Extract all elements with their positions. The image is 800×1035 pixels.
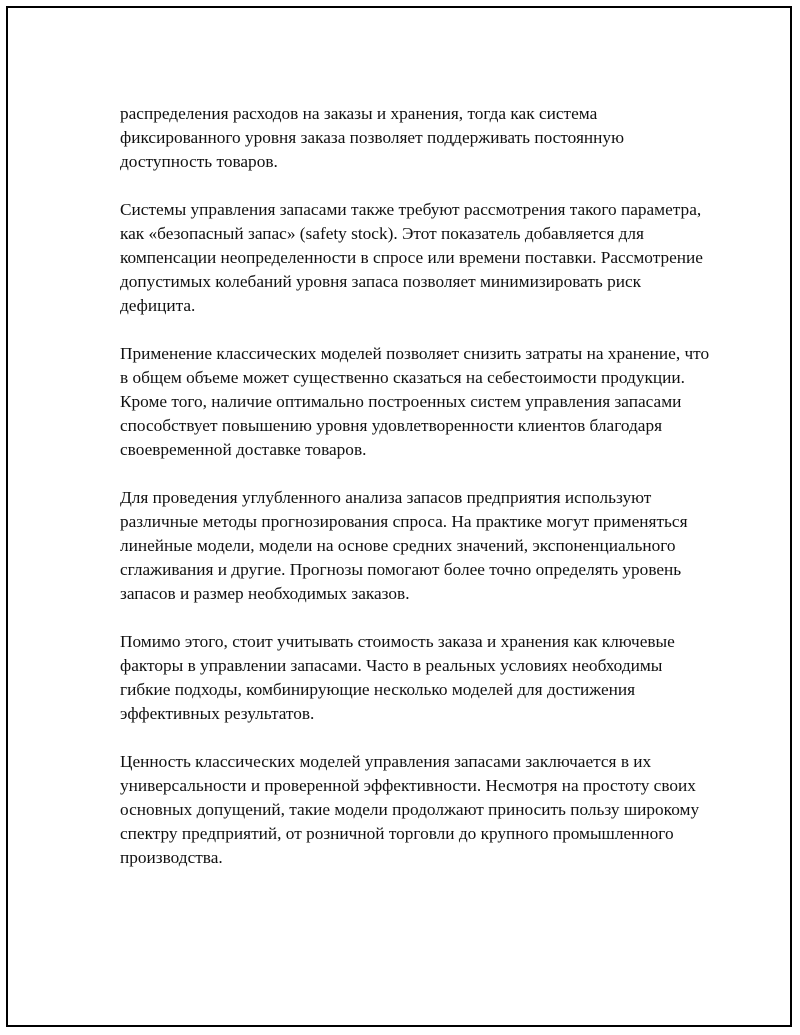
- document-page: [6, 6, 792, 1027]
- paragraph-safety-stock: Системы управления запасами также требуют рассмотрения такого параметра, как «безопасный запас» (safety stock). Этот показатель добавляется для компенсации неопределенности в спросе или времени поставки. Рассмотрение допустимых колебаний уровня запаса позволяет минимизировать риск дефицита.: [120, 200, 703, 315]
- document-body: [120, 102, 710, 894]
- paragraph-classical-models: Применение классических моделей позволяет снизить затраты на хранение, что в общем объеме может существенно сказаться на себестоимости продукции. Кроме того, наличие оптимально построенных систем управления запасами способствует повышению уровня удовлетворенности клиентов благодаря своевременной доставке товаров.: [120, 344, 710, 459]
- paragraph-continuation: распределения расходов на заказы и хранения, тогда как система фиксированного уровня заказа позволяет поддерживать постоянную доступность товаров.: [120, 104, 624, 171]
- paragraph-conclusion: Ценность классических моделей управления запасами заключается в их универсальности и проверенной эффективности. Несмотря на простоту своих основных допущений, такие модели продолжают приносить пользу широкому спектру предприятий, от розничной торговли до крупного промышленного производства.: [120, 752, 700, 867]
- paragraph-forecasting: Для проведения углубленного анализа запасов предприятия используют различные методы прогнозирования спроса. На практике могут применяться линейные модели, модели на основе средних значений, экспоненциального сглаживания и другие. Прогнозы помогают более точно определять уровень запасов и размер необходимых заказов.: [120, 488, 688, 603]
- paragraph-cost-factors: Помимо этого, стоит учитывать стоимость заказа и хранения как ключевые факторы в управлении запасами. Часто в реальных условиях необходимы гибкие подходы, комбинирующие несколько моделей для достижения эффективных результатов.: [120, 632, 675, 723]
